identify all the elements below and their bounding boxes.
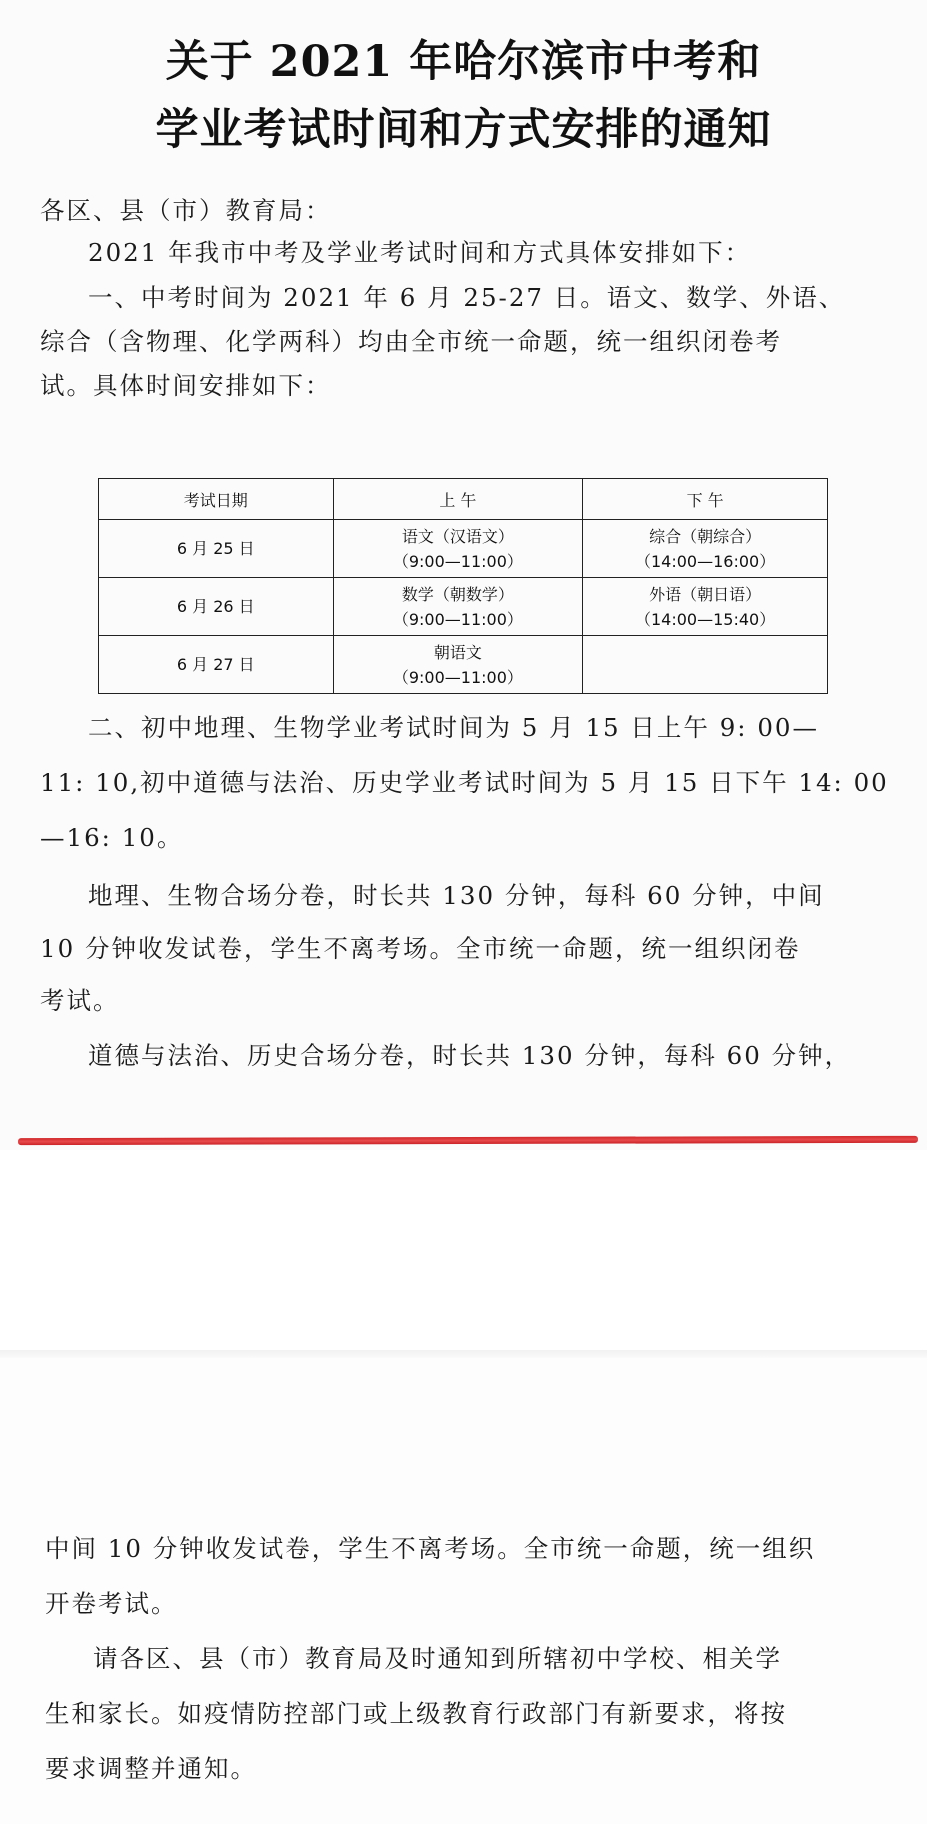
section2-line: 二、初中地理、生物学业考试时间为 5 月 15 日上午 9: 00—	[88, 713, 820, 742]
table-cell-morning	[333, 578, 583, 636]
afternoon-subject: 综合（朝综合）	[649, 526, 762, 546]
table-header-row	[99, 479, 828, 520]
afternoon-subject: 外语（朝日语）	[649, 584, 762, 604]
afternoon-time: （14:00—15:40）	[635, 609, 776, 629]
table-cell-afternoon	[583, 636, 828, 694]
table-header-date: 考试日期	[99, 479, 334, 520]
table-row	[99, 520, 828, 578]
table-cell-morning	[333, 520, 583, 578]
salutation: 各区、县（市）教育局：	[40, 196, 332, 225]
geo-bio-paragraph-line: 10 分钟收发试卷，学生不离考场。全市统一命题，统一组织闭卷	[40, 934, 801, 963]
morning-subject: 朝语文	[433, 642, 482, 662]
section1-line: 试。具体时间安排如下：	[40, 371, 332, 400]
moral-history-paragraph-line: 道德与法治、历史合场分卷，时长共 130 分钟，每科 60 分钟，	[88, 1041, 852, 1070]
document-title-line-1: 关于 2021 年哈尔滨市中考和	[165, 37, 762, 87]
section2-line: 11: 10,初中道德与法治、历史学业考试时间为 5 月 15 日下午 14: 00	[40, 768, 889, 797]
exam-schedule-table	[98, 478, 828, 694]
moral-history-paragraph-line: 开卷考试。	[45, 1589, 178, 1618]
table-row	[99, 578, 828, 636]
table-cell-date: 6 月 25 日	[99, 520, 334, 578]
table-header-morning: 上 午	[333, 479, 583, 520]
morning-subject: 语文（汉语文）	[401, 526, 514, 546]
section2-line: —16: 10。	[40, 823, 184, 852]
table-cell-date: 6 月 27 日	[99, 636, 334, 694]
table-header-afternoon: 下 午	[583, 479, 828, 520]
table-cell-morning	[333, 636, 583, 694]
page-edge-shadow	[0, 1350, 927, 1358]
morning-time: （9:00—11:00）	[392, 551, 523, 571]
closing-paragraph-line: 生和家长。如疫情防控部门或上级教育行政部门有新要求，将按	[45, 1699, 787, 1728]
page-gap	[0, 1150, 927, 1350]
closing-paragraph-line: 要求调整并通知。	[45, 1754, 257, 1783]
morning-time: （9:00—11:00）	[392, 667, 523, 687]
table-cell-afternoon	[583, 520, 828, 578]
table-cell-date: 6 月 26 日	[99, 578, 334, 636]
section1-line: 一、中考时间为 2021 年 6 月 25-27 日。语文、数学、外语、	[88, 283, 846, 312]
morning-time: （9:00—11:00）	[392, 609, 523, 629]
geo-bio-paragraph-line: 地理、生物合场分卷，时长共 130 分钟，每科 60 分钟，中间	[88, 881, 825, 910]
morning-subject: 数学（朝数学）	[401, 584, 514, 604]
section1-line: 综合（含物理、化学两科）均由全市统一命题，统一组织闭卷考	[40, 327, 782, 356]
table-row	[99, 636, 828, 694]
table-cell-afternoon	[583, 578, 828, 636]
intro-paragraph: 2021 年我市中考及学业考试时间和方式具体安排如下：	[88, 238, 752, 267]
geo-bio-paragraph-line: 考试。	[40, 986, 120, 1015]
closing-paragraph-line: 请各区、县（市）教育局及时通知到所辖初中学校、相关学	[93, 1644, 782, 1673]
moral-history-paragraph-line: 中间 10 分钟收发试卷，学生不离考场。全市统一命题，统一组织	[45, 1534, 816, 1563]
document-title-line-2: 学业考试时间和方式安排的通知	[155, 105, 772, 155]
afternoon-time: （14:00—16:00）	[635, 551, 776, 571]
